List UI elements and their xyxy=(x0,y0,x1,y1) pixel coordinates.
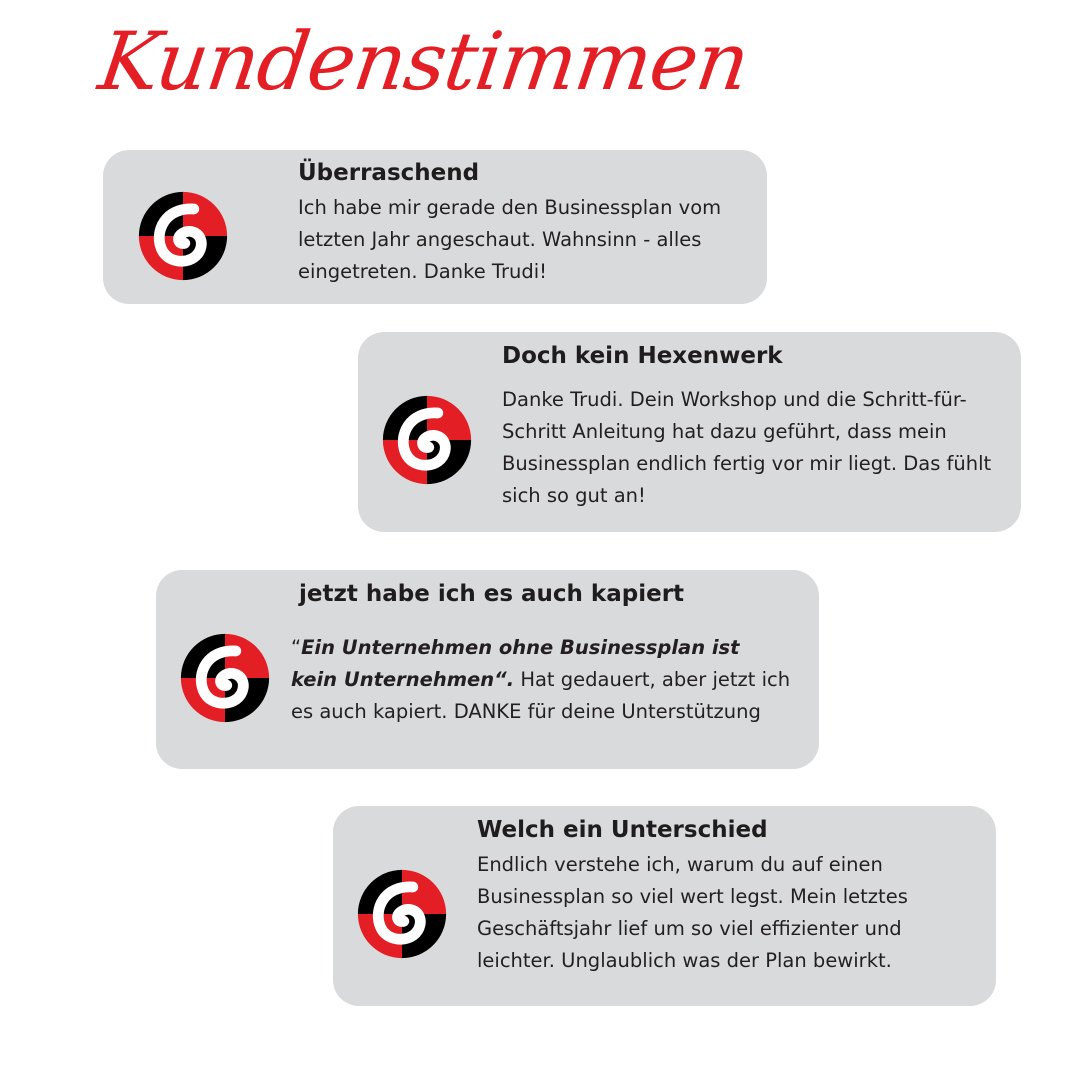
testimonial-text: Hat gedauert, aber jetzt ich es auch kapiert. DANKE für deine Unterstützung xyxy=(291,668,791,723)
spiral-logo-icon-svg xyxy=(138,191,228,281)
testimonial-heading: jetzt habe ich es auch kapiert xyxy=(299,581,685,607)
page-title: Kundenstimmen xyxy=(93,15,755,108)
testimonial-text: Endlich verstehe ich, warum du auf einen Businessplan so viel wert legst. Mein letztes Geschäftsjahr lief um so viel effizienter und leichter. Unglaublich was der Plan bewirkt. xyxy=(477,853,908,972)
testimonial-text: Danke Trudi. Dein Workshop und die Schritt-für-Schritt Anleitung hat dazu geführt, dass mein Businessplan endlich fertig vor mir liegt. Das fühlt sich so gut an! xyxy=(502,388,992,507)
spiral-logo-icon-svg xyxy=(180,633,270,723)
spiral-logo-icon xyxy=(180,633,270,723)
spiral-logo-icon xyxy=(138,191,228,281)
testimonial-text-block xyxy=(291,632,791,728)
testimonial-heading: Doch kein Hexenwerk xyxy=(502,343,783,369)
testimonial-heading: Überraschend xyxy=(298,160,480,186)
quote-mark: “ xyxy=(291,636,302,659)
spiral-logo-icon-svg xyxy=(382,395,472,485)
spiral-logo-icon xyxy=(382,395,472,485)
testimonial-heading: Welch ein Unterschied xyxy=(477,817,768,843)
spiral-logo-icon xyxy=(357,869,447,959)
testimonial-quote: Ein Unternehmen ohne Businessplan ist kein Unternehmen“. xyxy=(291,636,740,691)
spiral-logo-icon-svg xyxy=(357,869,447,959)
testimonial-text: Ich habe mir gerade den Businessplan vom letzten Jahr angeschaut. Wahnsinn - alles eingetreten. Danke Trudi! xyxy=(298,196,722,283)
